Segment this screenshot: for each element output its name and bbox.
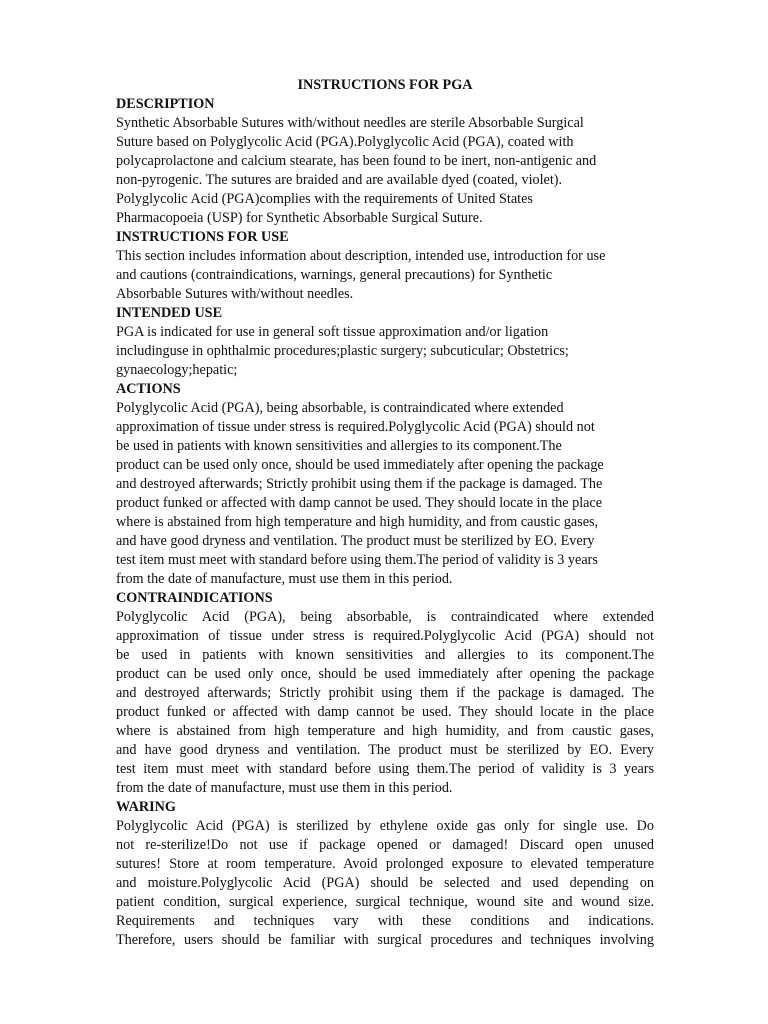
paragraph-line: product funked or affected with damp cannot be used. They should locate in the place bbox=[116, 495, 603, 511]
section-paragraph bbox=[116, 114, 654, 228]
section-paragraph bbox=[116, 817, 654, 950]
section-heading: INTENDED USE bbox=[116, 305, 223, 321]
paragraph-line: Polyglycolic Acid (PGA), being absorbable, is contraindicated where extended bbox=[116, 400, 564, 416]
paragraph-line: approximation of tissue under stress is required.Polyglycolic Acid (PGA) should not bbox=[116, 628, 654, 644]
paragraph-line: test item must meet with standard before using them.The period of validity is 3 years bbox=[116, 761, 654, 777]
section-heading: DESCRIPTION bbox=[116, 96, 215, 112]
paragraph-line: be used in patients with known sensitivities and allergies to its component.The bbox=[116, 647, 654, 663]
paragraph-line: Synthetic Absorbable Sutures with/without needles are sterile Absorbable Surgical bbox=[116, 115, 584, 131]
section-paragraph bbox=[116, 323, 654, 380]
section-heading: INSTRUCTIONS FOR USE bbox=[116, 229, 289, 245]
paragraph-line: from the date of manufacture, must use them in this period. bbox=[116, 571, 453, 587]
paragraph-line: where is abstained from high temperature and high humidity, and from caustic gases, bbox=[116, 723, 654, 739]
paragraph-line: sutures! Store at room temperature. Avoid prolonged exposure to elevated temperature bbox=[116, 856, 654, 872]
section-paragraph bbox=[116, 608, 654, 798]
paragraph-line: product funked or affected with damp cannot be used. They should locate in the place bbox=[116, 704, 654, 720]
section-paragraph bbox=[116, 399, 654, 589]
section-paragraph bbox=[116, 247, 654, 304]
paragraph-line: includinguse in ophthalmic procedures;plastic surgery; subcuticular; Obstetrics; bbox=[116, 343, 569, 359]
paragraph-line: test item must meet with standard before using them.The period of validity is 3 years bbox=[116, 552, 598, 568]
paragraph-line: and have good dryness and ventilation. The product must be sterilized by EO. Every bbox=[116, 533, 595, 549]
paragraph-line: Polyglycolic Acid (PGA)complies with the requirements of United States bbox=[116, 191, 533, 207]
paragraph-line: Polyglycolic Acid (PGA), being absorbable, is contraindicated where extended bbox=[116, 609, 654, 625]
paragraph-line: and destroyed afterwards; Strictly prohibit using them if the package is damaged. The bbox=[116, 476, 603, 492]
paragraph-line: patient condition, surgical experience, surgical technique, wound site and wound size. bbox=[116, 894, 654, 910]
paragraph-line: where is abstained from high temperature and high humidity, and from caustic gases, bbox=[116, 514, 599, 530]
section-heading: ACTIONS bbox=[116, 381, 181, 397]
paragraph-line: and destroyed afterwards; Strictly prohibit using them if the package is damaged. The bbox=[116, 685, 654, 701]
paragraph-line: gynaecology;hepatic; bbox=[116, 362, 238, 378]
paragraph-line: Polyglycolic Acid (PGA) is sterilized by ethylene oxide gas only for single use. Do bbox=[116, 818, 654, 834]
paragraph-line: not re-sterilize!Do not use if package opened or damaged! Discard open unused bbox=[116, 837, 654, 853]
paragraph-line: from the date of manufacture, must use them in this period. bbox=[116, 780, 453, 796]
paragraph-line: Pharmacopoeia (USP) for Synthetic Absorbable Surgical Suture. bbox=[116, 210, 483, 226]
document-body bbox=[116, 95, 654, 950]
paragraph-line: be used in patients with known sensitivities and allergies to its component.The bbox=[116, 438, 562, 454]
paragraph-line: Suture based on Polyglycolic Acid (PGA).Polyglycolic Acid (PGA), coated with bbox=[116, 134, 574, 150]
paragraph-line: polycaprolactone and calcium stearate, has been found to be inert, non-antigenic and bbox=[116, 153, 597, 169]
document-title: INSTRUCTIONS FOR PGA bbox=[297, 77, 473, 93]
paragraph-line: non-pyrogenic. The sutures are braided and are available dyed (coated, violet). bbox=[116, 172, 563, 188]
paragraph-line: Absorbable Sutures with/without needles. bbox=[116, 286, 354, 302]
paragraph-line: Therefore, users should be familiar with surgical procedures and techniques involving bbox=[116, 932, 654, 948]
paragraph-line: PGA is indicated for use in general soft tissue approximation and/or ligation bbox=[116, 324, 549, 340]
paragraph-line: and have good dryness and ventilation. The product must be sterilized by EO. Every bbox=[116, 742, 654, 758]
paragraph-line: This section includes information about description, intended use, introduction for use bbox=[116, 248, 606, 264]
paragraph-line: and cautions (contraindications, warnings, general precautions) for Synthetic bbox=[116, 267, 553, 283]
paragraph-line: product can be used only once, should be used immediately after opening the package bbox=[116, 457, 604, 473]
paragraph-line: Requirements and techniques vary with these conditions and indications. bbox=[116, 913, 654, 929]
section-heading: CONTRAINDICATIONS bbox=[116, 590, 273, 606]
document-page bbox=[116, 76, 654, 950]
paragraph-line: and moisture.Polyglycolic Acid (PGA) should be selected and used depending on bbox=[116, 875, 654, 891]
paragraph-line: product can be used only once, should be used immediately after opening the package bbox=[116, 666, 654, 682]
section-heading: WARING bbox=[116, 799, 176, 815]
paragraph-line: approximation of tissue under stress is required.Polyglycolic Acid (PGA) should not bbox=[116, 419, 595, 435]
